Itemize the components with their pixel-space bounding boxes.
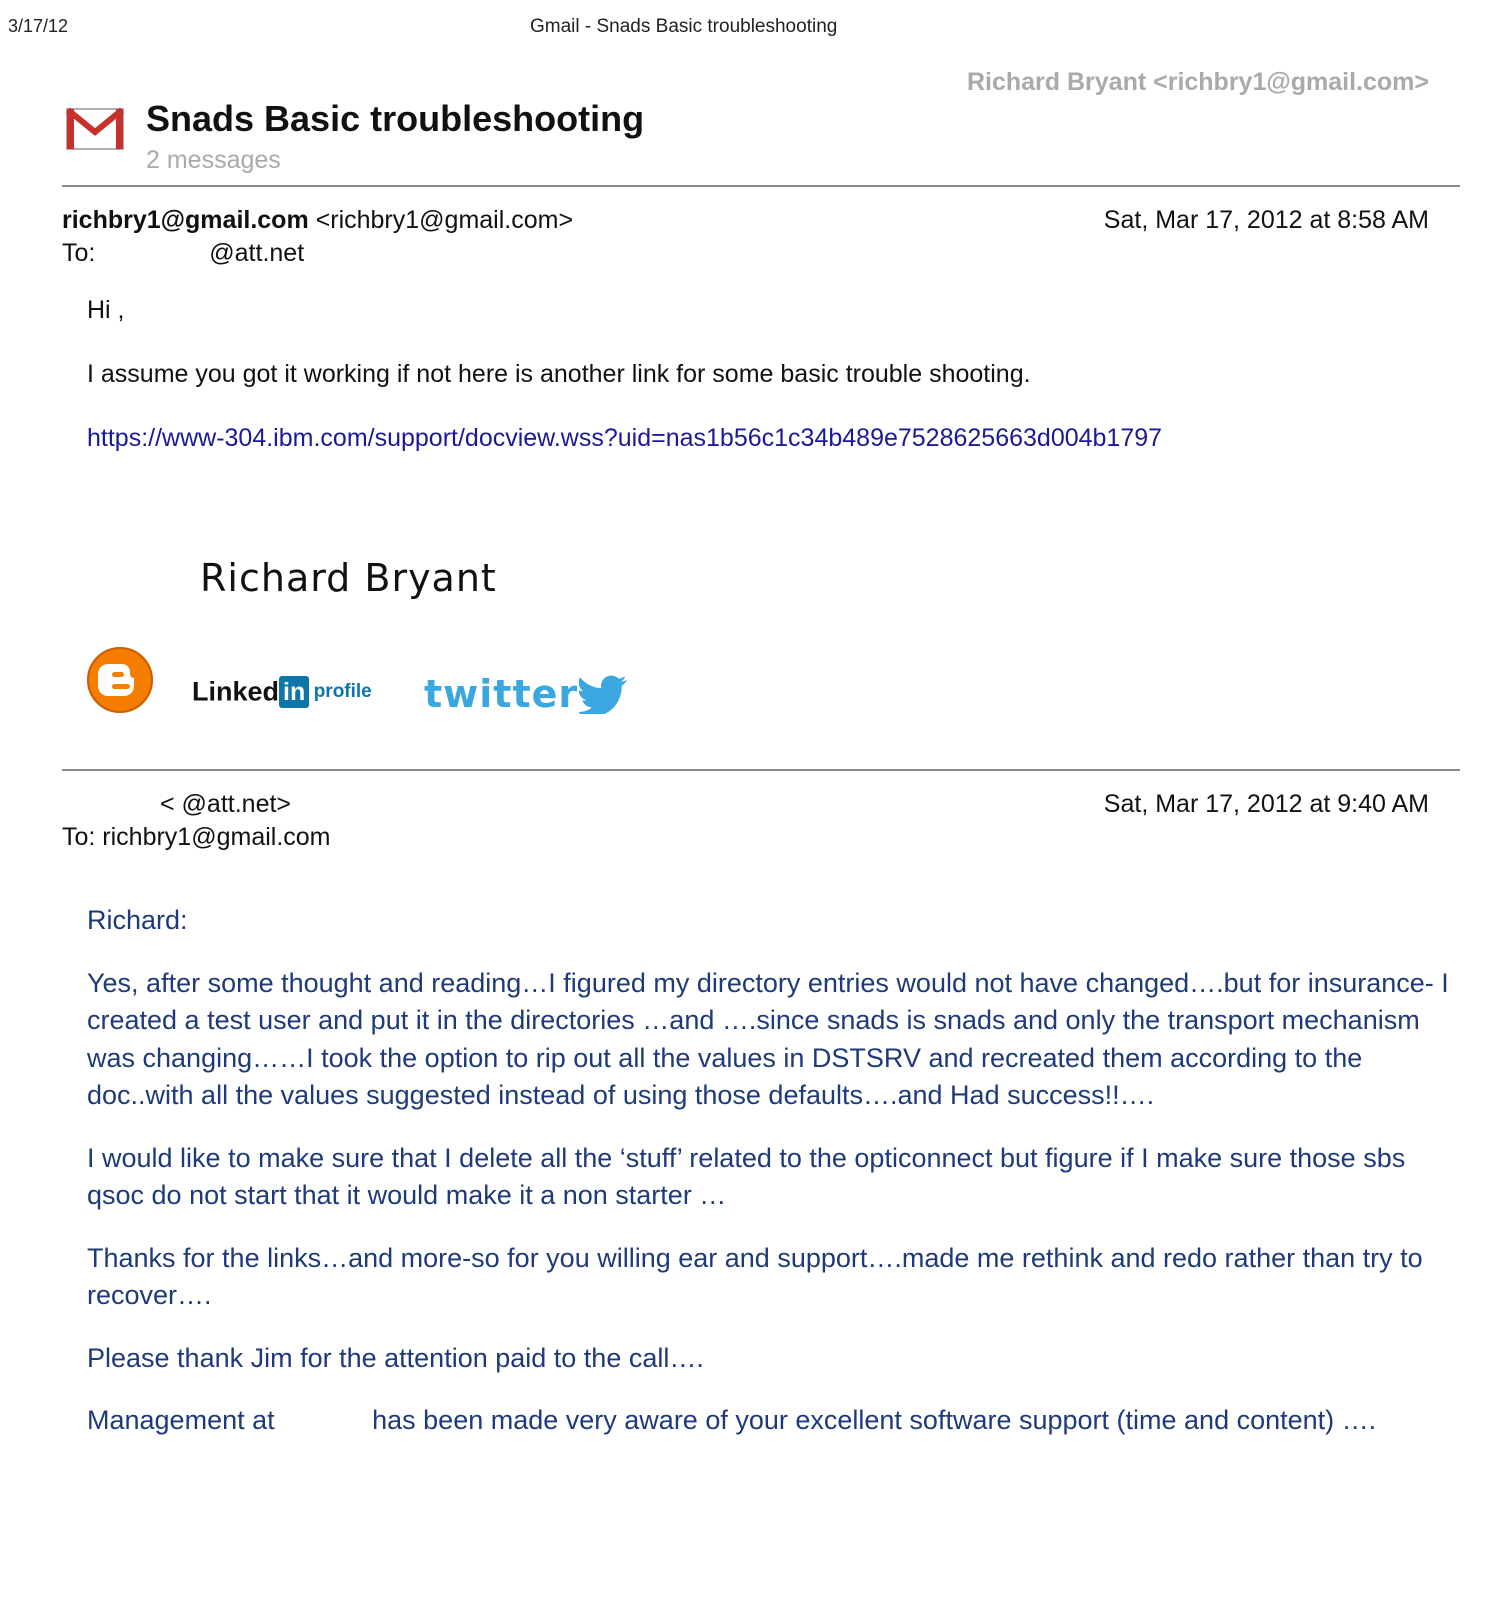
linkedin-in-icon: in bbox=[279, 676, 309, 708]
message-1-date: Sat, Mar 17, 2012 at 8:58 AM bbox=[1103, 206, 1429, 234]
twitter-bird-icon bbox=[579, 674, 629, 714]
twitter-wordmark: twitter bbox=[424, 672, 579, 716]
reply-paragraph: Richard: bbox=[87, 905, 188, 935]
message-1-greeting: Hi , bbox=[87, 296, 125, 324]
message-count: 2 messages bbox=[146, 146, 281, 174]
divider bbox=[62, 769, 1460, 771]
thread-subject: Snads Basic troubleshooting bbox=[146, 98, 645, 139]
message-2-from: < @att.net> bbox=[160, 790, 292, 818]
message-2-body bbox=[87, 902, 1457, 1440]
twitter-badge[interactable] bbox=[424, 672, 629, 720]
reply-paragraph: I would like to make sure that I delete all the ‘stuff’ related to the opticonnect but figure if I make sure those sbs qsoc do not start that it would make it a non starter … bbox=[87, 1142, 1406, 1210]
print-title: Gmail - Snads Basic troubleshooting bbox=[530, 16, 838, 37]
linkedin-word: Linked bbox=[192, 676, 280, 707]
message-2-date: Sat, Mar 17, 2012 at 9:40 AM bbox=[1103, 790, 1429, 818]
print-date: 3/17/12 bbox=[8, 16, 69, 36]
linkedin-profile-badge[interactable] bbox=[192, 676, 372, 716]
message-2-to: To: richbry1@gmail.com bbox=[62, 823, 331, 851]
message-1-to bbox=[62, 239, 304, 268]
account-label: Richard Bryant <richbry1@gmail.com> bbox=[966, 68, 1429, 96]
to-label: To: bbox=[62, 239, 96, 267]
divider bbox=[62, 185, 1460, 187]
signature-name: Richard Bryant bbox=[200, 556, 497, 600]
message-1-text: I assume you got it working if not here is another link for some basic trouble shooting. bbox=[87, 360, 1031, 388]
recipient: @att.net bbox=[209, 239, 305, 267]
sender-address: <richbry1@gmail.com> bbox=[315, 206, 574, 234]
linkedin-profile-text: profile bbox=[313, 681, 372, 702]
gmail-logo-icon bbox=[66, 106, 124, 152]
reply-paragraph: Thanks for the links…and more-so for you willing ear and support….made me rethink and redo rather than try to recover…. bbox=[87, 1242, 1423, 1310]
sender-name: richbry1@gmail.com bbox=[62, 206, 309, 234]
reply-paragraph: Management at has been made very aware of your excellent software support (time and content) …. bbox=[87, 1405, 1377, 1435]
message-1-from bbox=[62, 206, 573, 235]
support-link[interactable]: https://www-304.ibm.com/support/docview.wss?uid=nas1b56c1c34b489e7528625663d004b1797 bbox=[87, 424, 1163, 452]
blogger-icon[interactable] bbox=[86, 646, 154, 714]
reply-paragraph: Please thank Jim for the attention paid to the call…. bbox=[87, 1342, 704, 1373]
reply-paragraph: Yes, after some thought and reading…I figured my directory entries would not have changed….but for insurance- I created a test user and put it in the directories …and ….since snads is snads and only the transport mechanism was changing……I took the option to rip out all the values in DSTSRV and recreated them according to the doc..with all the values suggested instead of using those defaults….and Had success!!…. bbox=[87, 967, 1449, 1110]
